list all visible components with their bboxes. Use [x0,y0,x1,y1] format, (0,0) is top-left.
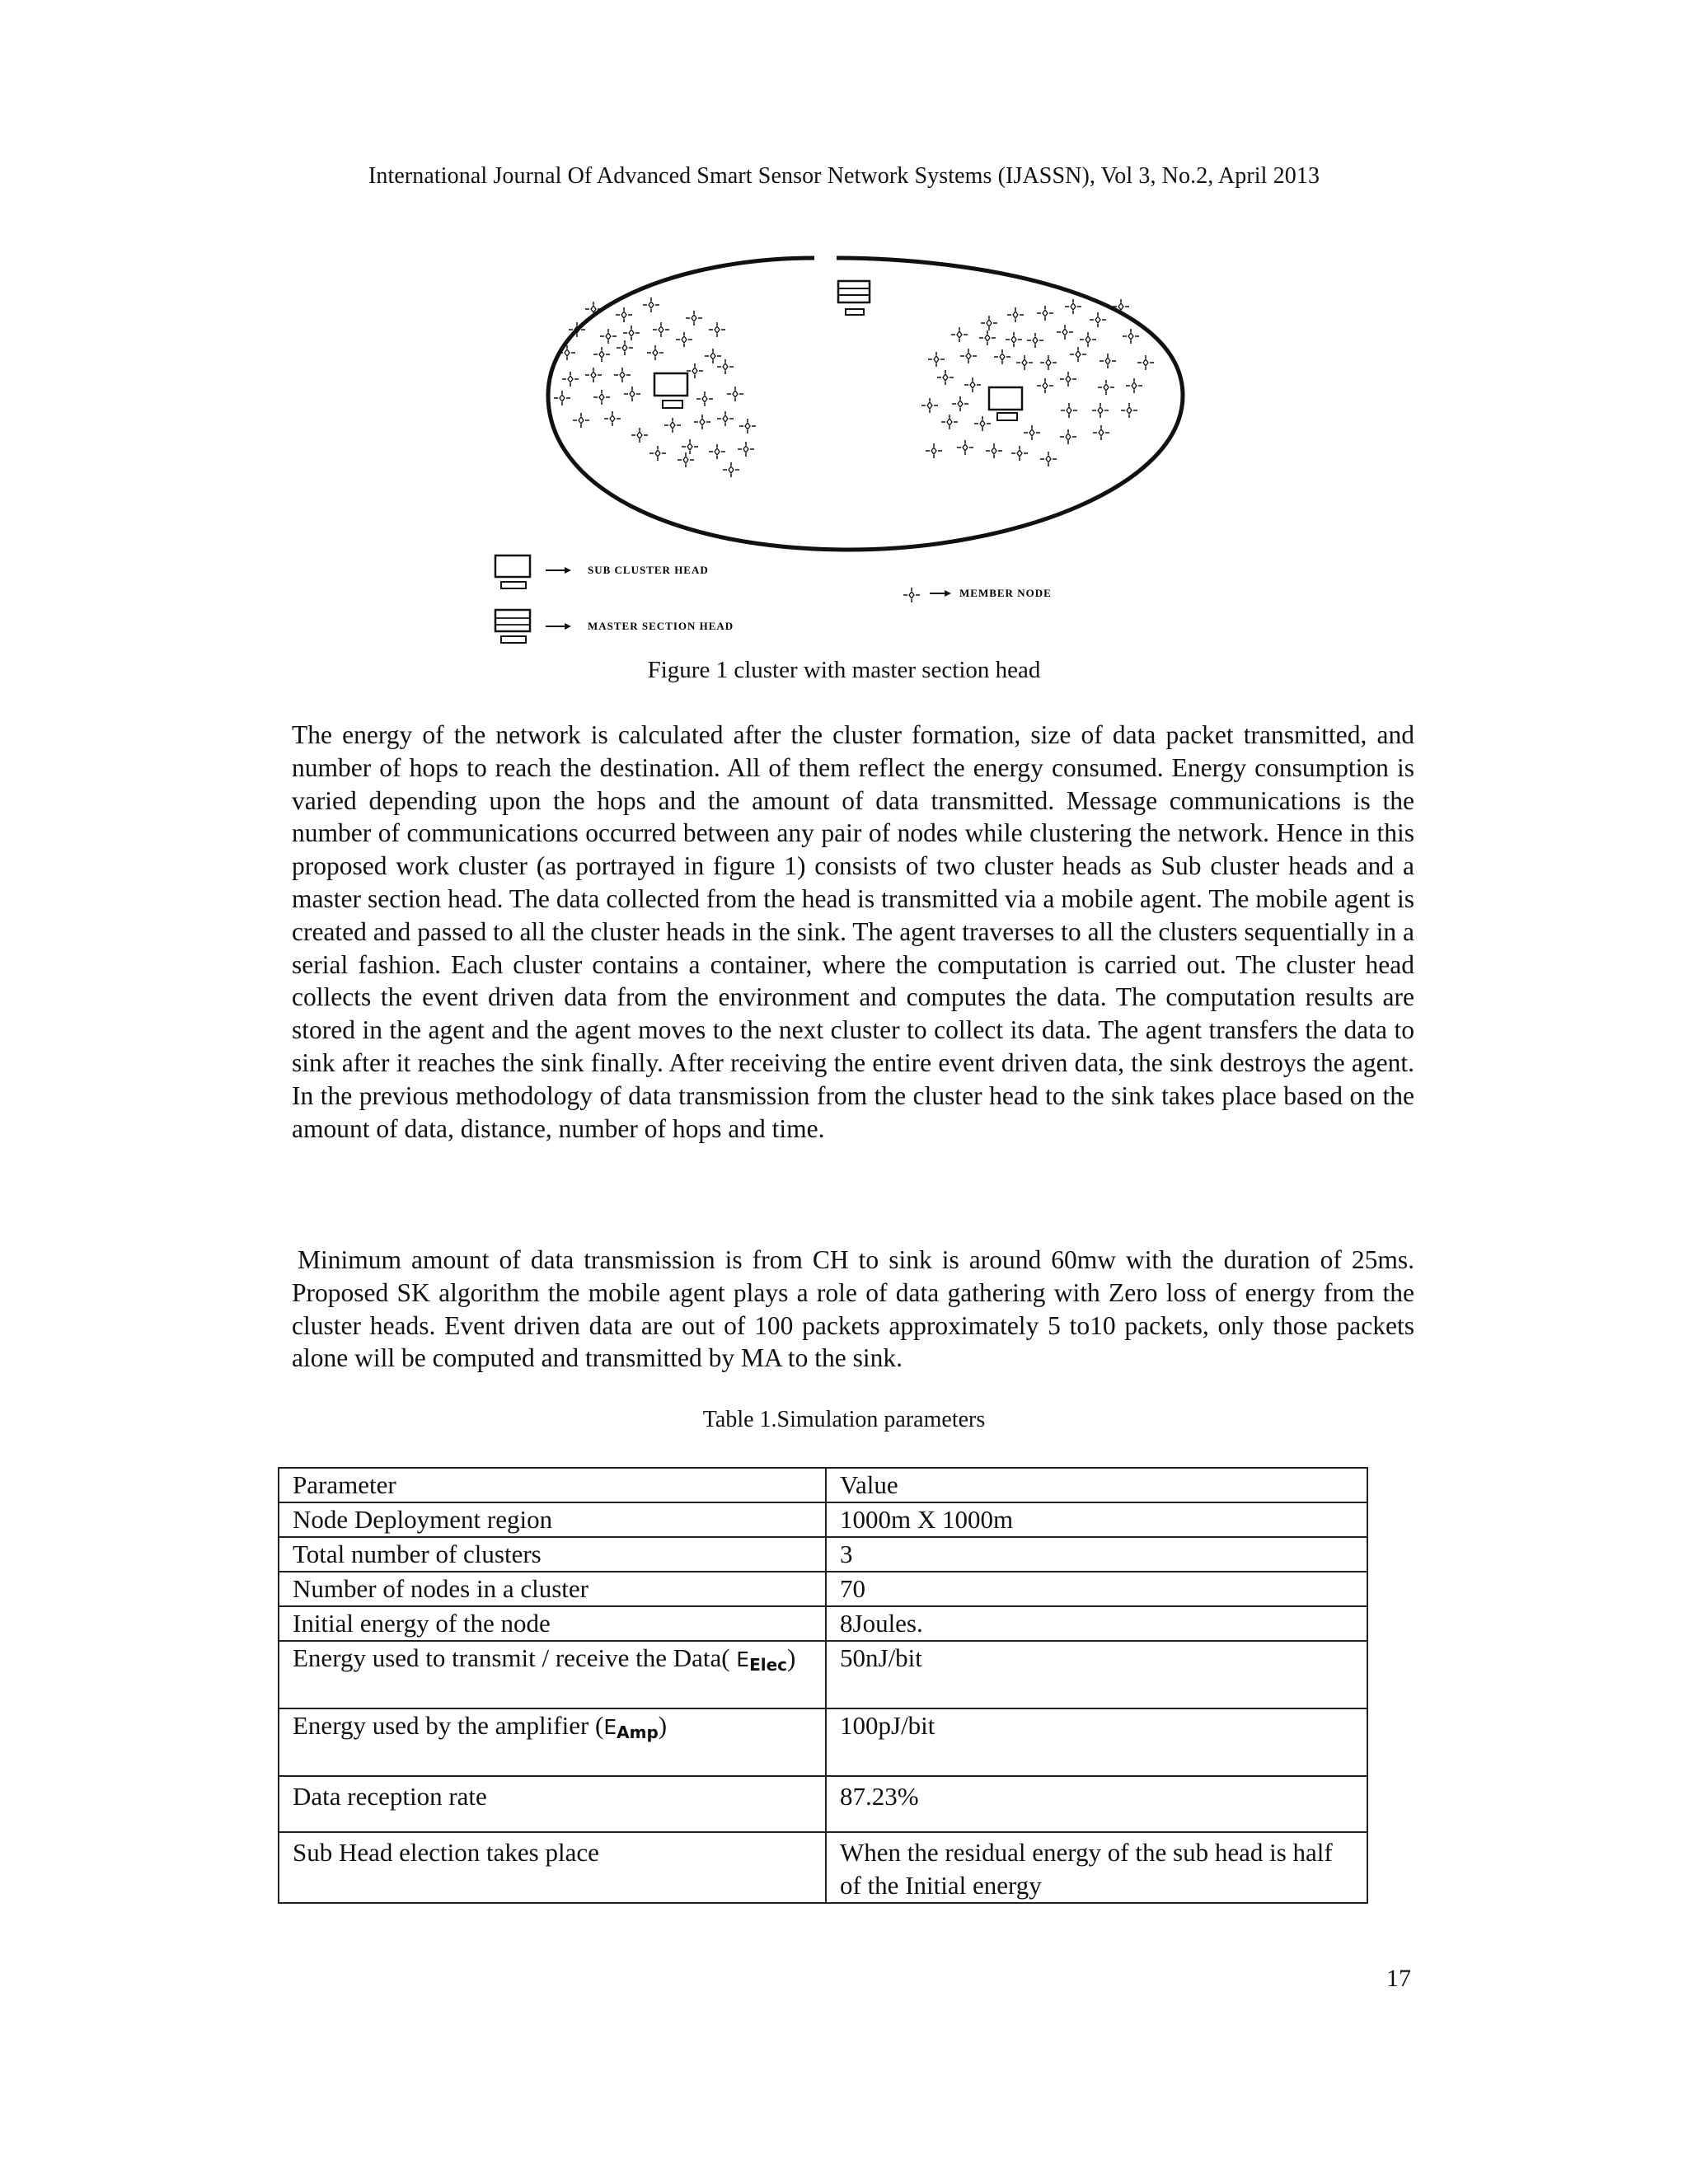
row-value: 1000m X 1000m [826,1502,1367,1537]
table-row [279,1708,1367,1776]
row-value: 50nJ/bit [826,1641,1367,1708]
row-value: 100pJ/bit [826,1708,1367,1776]
arrow-right-icon [930,590,951,597]
sub-cluster-head-right [989,387,1022,420]
cluster-diagram [478,247,1220,659]
table-row [279,1537,1367,1572]
parameter-text: Energy used by the amplifier ( [293,1711,604,1740]
arrow-right-icon [546,623,571,630]
member-node-icon [903,588,920,602]
row-parameter: Number of nodes in a cluster [279,1572,826,1606]
row-value: When the residual energy of the sub head is half of the Initial energy [826,1832,1367,1903]
table-header-row [279,1468,1367,1502]
master-section-head-icon [495,610,530,643]
simulation-parameters-table [278,1467,1368,1904]
sub-cluster-head-icon [495,555,530,588]
paragraph-1: The energy of the network is calculated after the cluster formation, size of data packet transmitted, and number of hops to reach the destination. All of them reflect the energy consumed. Energy consumption is varied depending upon the hops and the amount of data transmitted. Message communications is the number of communications occurred between any pair of nodes while clustering the network. Hence in this proposed work cluster (as portrayed in figure 1) consists of two cluster heads as Sub cluster heads and a master section head. The data collected from the head is transmitted via a mobile agent. The mobile agent is created and passed to all the cluster heads in the sink. The agent traverses to all the clusters sequentially in a serial fashion. Each cluster contains a container, where the computation is carried out. The cluster head collects the event driven data from the environment and computes the data. The computation results are stored in the agent and the agent moves to the next cluster to collect its data. The agent transfers the data to sink after it reaches the sink finally. After receiving the entire event driven data, the sink destroys the agent. In the previous methodology of data transmission from the cluster head to the sink takes place based on the amount of data, distance, number of hops and time. [292,720,1414,1143]
row-value: 8Joules. [826,1606,1367,1641]
legend [495,555,1052,643]
row-parameter: Sub Head election takes place [279,1832,826,1903]
table-row [279,1776,1367,1832]
table-row [279,1832,1367,1903]
elec-symbol: $E_{Elec}$ [736,1647,788,1675]
table-row [279,1572,1367,1606]
table-row [279,1502,1367,1537]
cluster-figure [478,247,1220,659]
master-section-head [838,281,870,315]
page-number: 17 [1386,1965,1411,1992]
table-row [279,1641,1367,1708]
row-value: 70 [826,1572,1367,1606]
row-parameter: Node Deployment region [279,1502,826,1537]
legend-member-node: MEMBER NODE [959,587,1052,599]
parameter-text: Energy used to transmit / receive the Data( [293,1643,730,1672]
amp-symbol: $E_{Amp}$ [603,1715,659,1742]
row-parameter: Data reception rate [279,1776,826,1832]
table-row [279,1606,1367,1641]
row-parameter: Total number of clusters [279,1537,826,1572]
figure-caption: Figure 1 cluster with master section head [647,657,1041,683]
sub-cluster-head-left [654,373,687,408]
legend-sub-cluster-head: SUB CLUSTER HEAD [588,564,709,576]
running-header: International Journal Of Advanced Smart Sensor Network Systems (IJASSN), Vol 3, No.2, April 2013 [368,163,1320,189]
row-value: 87.23% [826,1776,1367,1832]
row-value: 3 [826,1537,1367,1572]
arrow-right-icon [546,567,571,574]
member-nodes-right [921,299,1154,466]
row-parameter: Energy used to transmit / receive the Data( $E_{Elec}$) [279,1641,826,1708]
legend-master-section-head: MASTER SECTION HEAD [588,620,734,632]
header-value: Value [826,1468,1367,1502]
header-parameter: Parameter [279,1468,826,1502]
row-parameter: Initial energy of the node [279,1606,826,1641]
table-title: Table 1.Simulation parameters [702,1407,986,1432]
row-parameter: Energy used by the amplifier $(E_{Amp})$ [279,1708,826,1776]
paragraph-2: Minimum amount of data transmission is from CH to sink is around 60mw with the duration of 25ms. Proposed SK algorithm the mobile agent plays a role of data gathering with Zero loss of energy from the cluster heads. Event driven data are out of 100 packets approximately 5 to10 packets, only those packets alone will be computed and transmitted by MA to the sink. [292,1245,1414,1373]
